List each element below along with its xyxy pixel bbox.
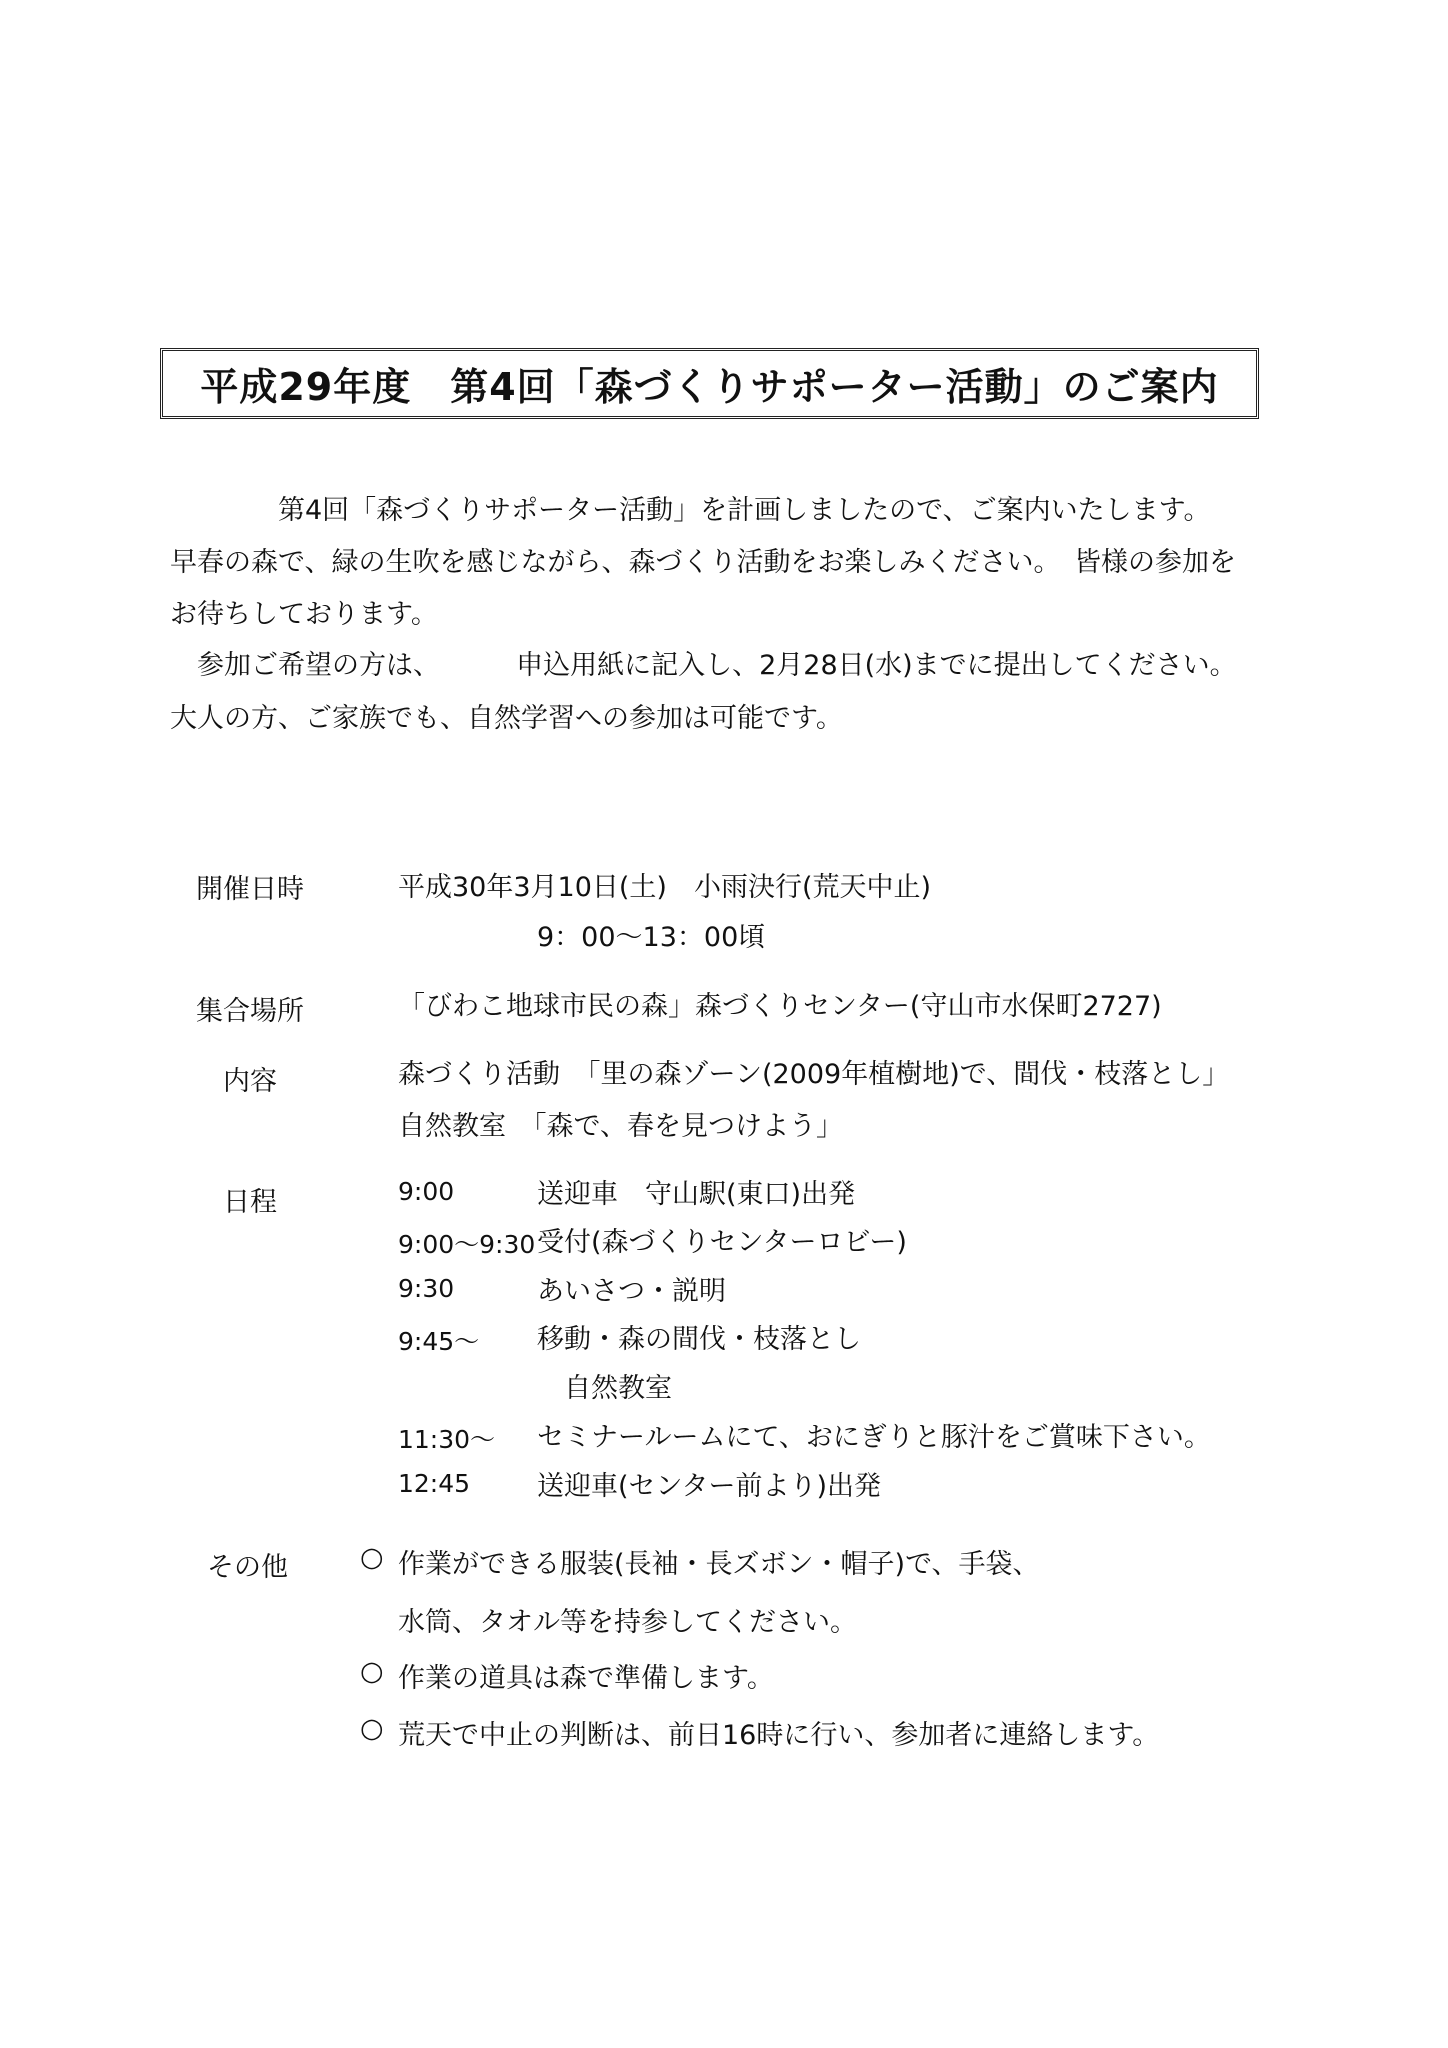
intro-line: お待ちしております。 xyxy=(170,599,438,630)
schedule-activity: 受付(森づくりセンターロビー) xyxy=(537,1227,907,1258)
schedule-time: 11:30～ xyxy=(398,1425,496,1454)
schedule-time: 12:45 xyxy=(398,1469,471,1498)
content-activity: 森づくり活動 「里の森ゾーン(2009年植樹地)で、間伐・枝落とし」 xyxy=(398,1059,1230,1090)
schedule-time: 9:00 xyxy=(398,1177,455,1206)
content-nature-class: 自然教室 「森で、春を見つけよう」 xyxy=(398,1111,843,1142)
note-item: 作業の道具は森で準備します。 xyxy=(398,1663,774,1694)
bullet-circle: ○ xyxy=(360,1656,384,1687)
other-label: その他 xyxy=(207,1552,288,1583)
schedule-activity: セミナールームにて、おにぎりと豚汁をご賞味下さい。 xyxy=(537,1422,1211,1453)
intro-line: 参加ご希望の方は、 申込用紙に記入し、2月28日(水)までに提出してください。 xyxy=(170,650,1237,681)
bullet-circle: ○ xyxy=(360,1713,384,1744)
intro-line: 大人の方、ご家族でも、自然学習への参加は可能です。 xyxy=(170,703,843,734)
bullet-circle: ○ xyxy=(360,1542,384,1573)
intro-line: 早春の森で、緑の生吹を感じながら、森づくり活動をお楽しみください。 皆様の参加を xyxy=(170,547,1236,578)
title-box xyxy=(160,348,1259,419)
schedule-activity: 移動・森の間伐・枝落とし xyxy=(537,1324,861,1355)
schedule-activity: 送迎車(センター前より)出発 xyxy=(537,1471,881,1502)
note-item: 荒天で中止の判断は、前日16時に行い、参加者に連絡します。 xyxy=(398,1720,1160,1751)
date-label: 開催日時 xyxy=(196,874,304,905)
time-value: 9：00～13：00頃 xyxy=(537,922,766,953)
schedule-activity: 自然教室 xyxy=(537,1373,672,1404)
schedule-time: 9:30 xyxy=(398,1274,455,1303)
place-value: 「びわこ地球市民の森」森づくりセンター(守山市水保町2727) xyxy=(398,991,1162,1022)
note-item: 水筒、タオル等を持参してください。 xyxy=(398,1607,857,1638)
date-value: 平成30年3月10日(土) 小雨決行(荒天中止) xyxy=(398,872,932,903)
page-title: 平成29年度 第4回「森づくりサポーター活動」のご案内 xyxy=(200,365,1219,409)
schedule-activity: あいさつ・説明 xyxy=(537,1276,726,1307)
schedule-time: 9:00～9:30 xyxy=(398,1230,536,1259)
note-item: 作業ができる服装(長袖・長ズボン・帽子)で、手袋、 xyxy=(398,1549,1040,1580)
schedule-activity: 送迎車 守山駅(東口)出発 xyxy=(537,1179,856,1210)
content-label: 内容 xyxy=(223,1066,277,1097)
place-label: 集合場所 xyxy=(196,996,304,1027)
schedule-time: 9:45～ xyxy=(398,1327,480,1356)
schedule-label: 日程 xyxy=(223,1187,277,1218)
intro-line: 第4回「森づくりサポーター活動」を計画しましたので、ご案内いたします。 xyxy=(170,495,1211,526)
